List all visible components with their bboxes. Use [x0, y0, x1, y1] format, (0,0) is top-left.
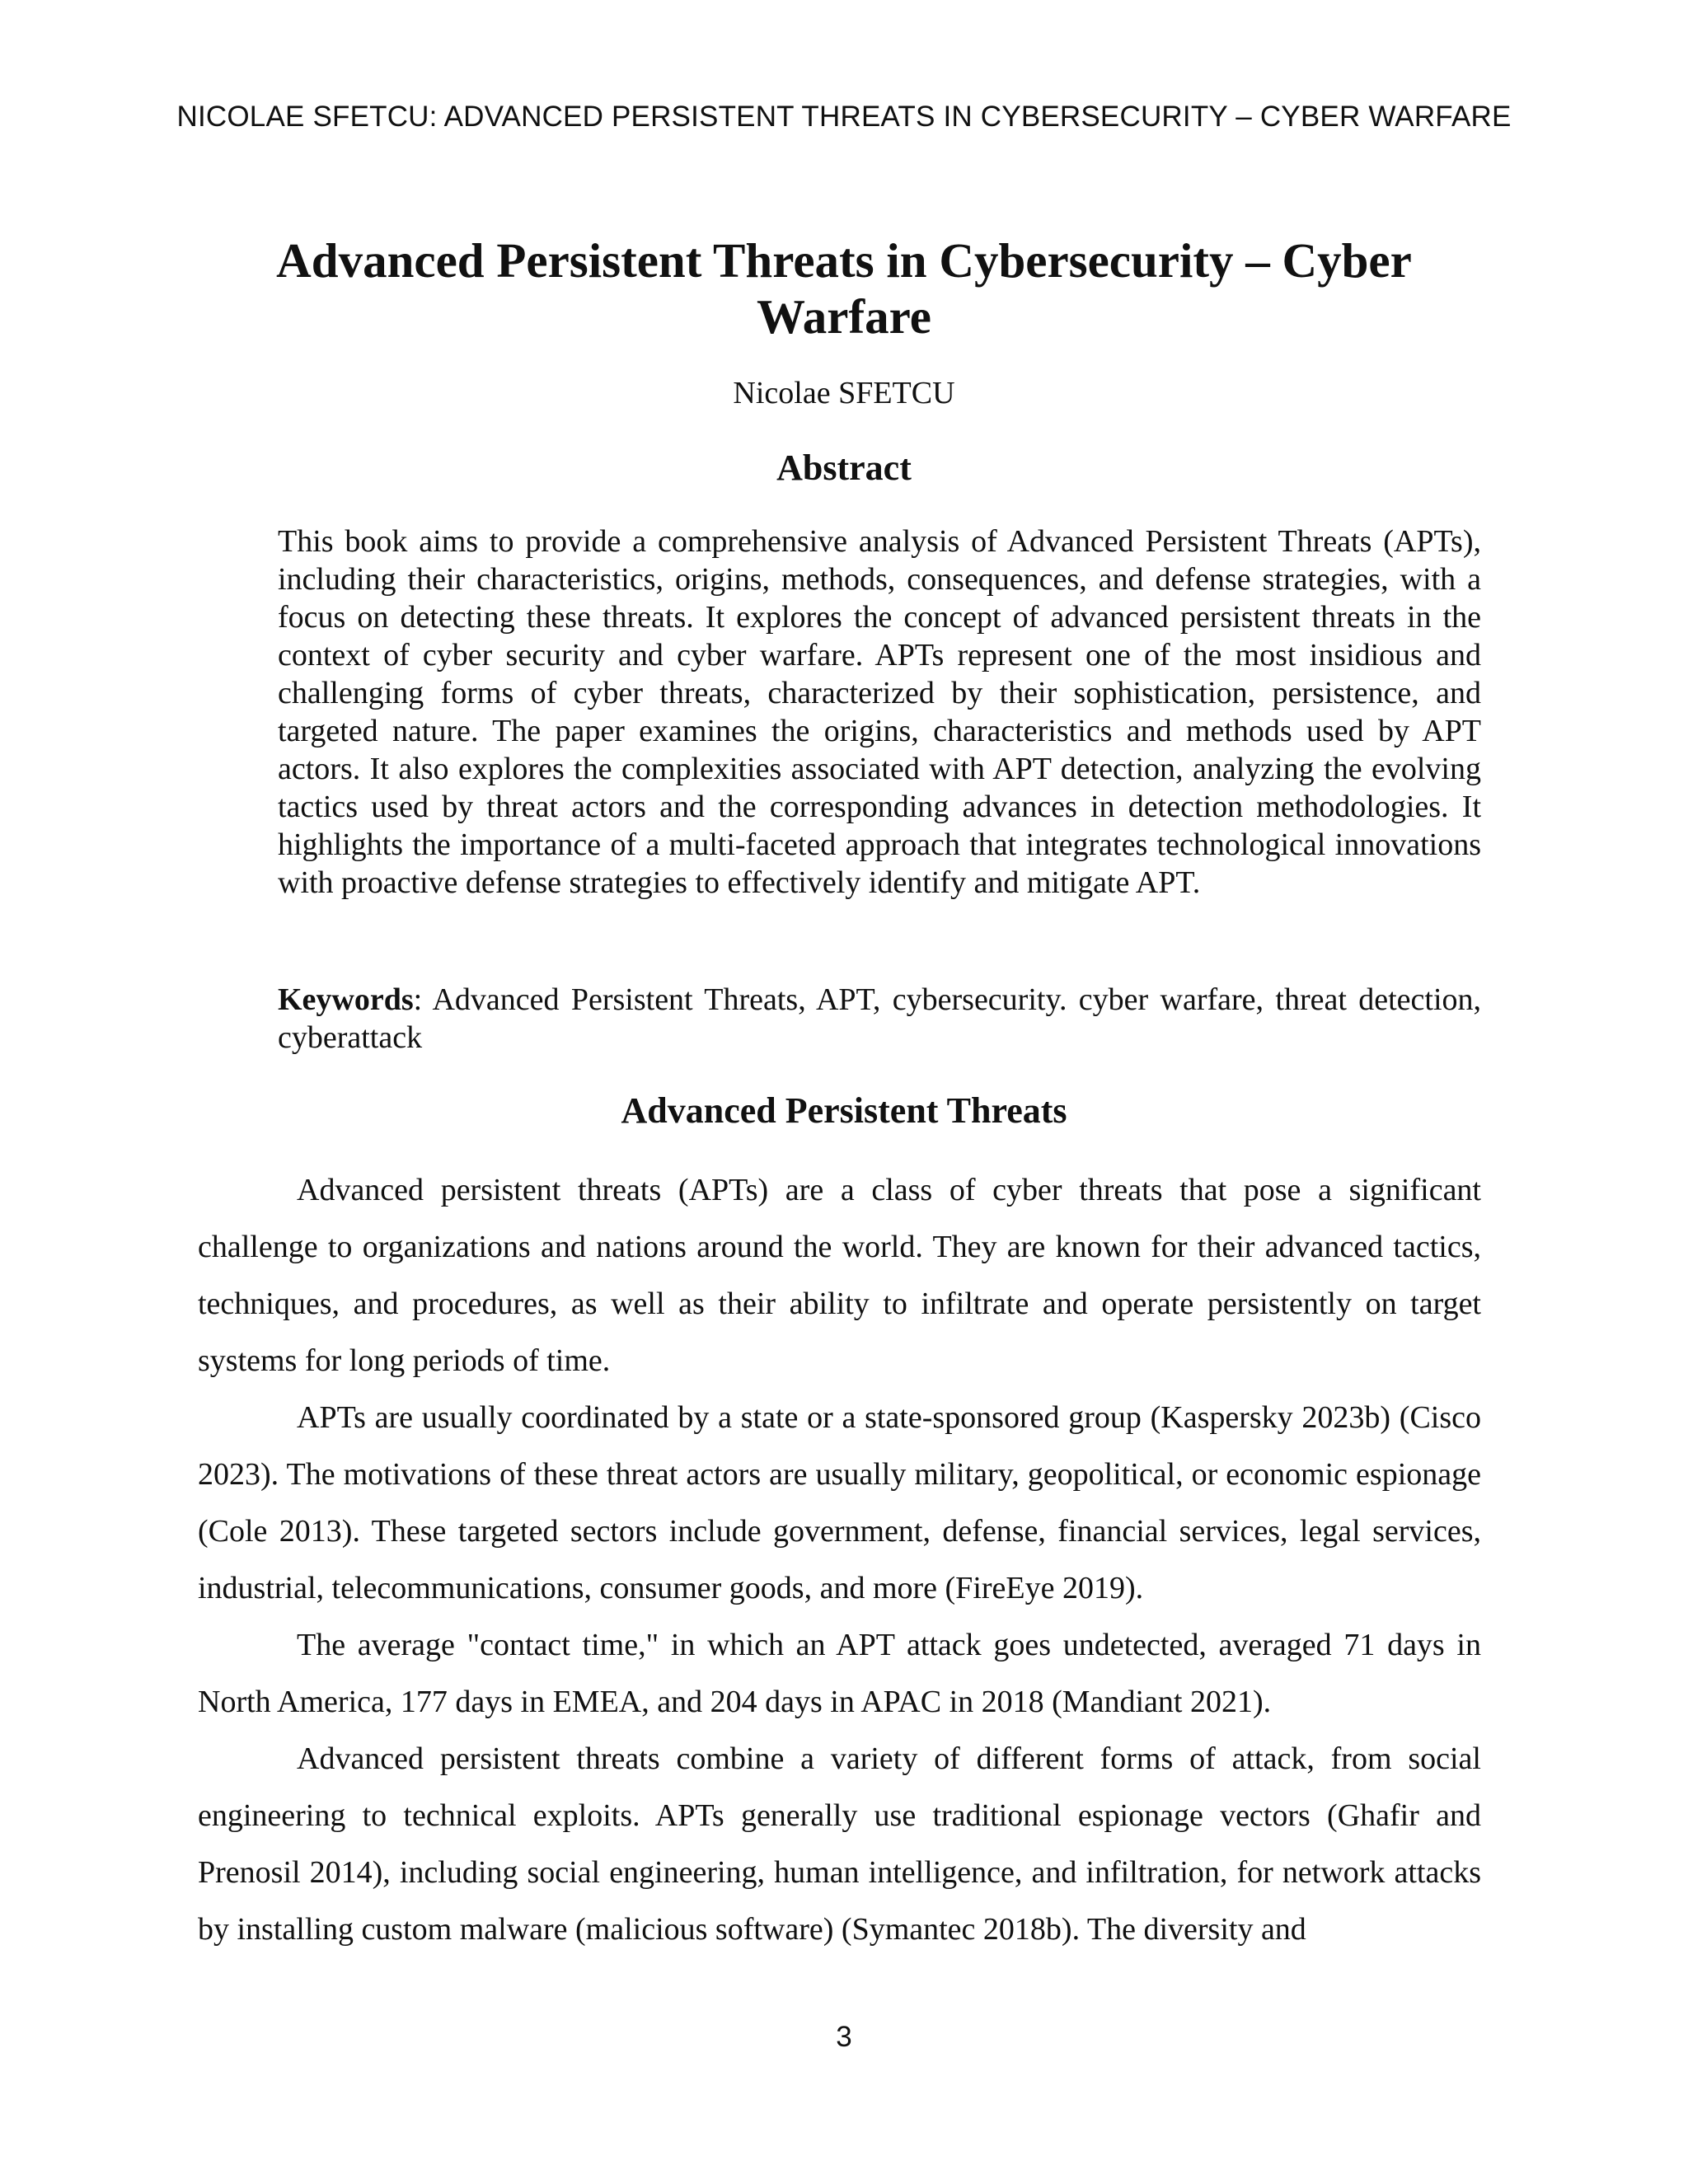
- abstract-heading: Abstract: [776, 448, 912, 488]
- section-heading: Advanced Persistent Threats: [621, 1090, 1067, 1131]
- author-name: Nicolae SFETCU: [733, 376, 955, 410]
- page-number: 3: [836, 2021, 852, 2053]
- keywords-separator: :: [413, 982, 423, 1017]
- body-paragraph: APTs are usually coordinated by a state or a state-sponsored group (Kaspersky 2023b) (Cisco 2023). The motivations of these threat actors are usually military, geopolitical, or economic espionage (Cole 2013). These targeted sectors include government, defense, financial services, legal services, industrial, telecommunications, consumer goods, and more (FireEye 2019).: [198, 1400, 1481, 1605]
- keywords-text: Advanced Persistent Threats, APT, cybersecurity. cyber warfare, threat detection, cyberattack: [278, 982, 1481, 1055]
- body-paragraph: Advanced persistent threats combine a variety of different forms of attack, from social engineering to technical exploits. APTs generally use traditional espionage vectors (Ghafir and Prenosil 2014), including social engineering, human intelligence, and infiltration, for network attacks by installing custom malware (malicious software) (Symantec 2018b). The diversity and: [198, 1741, 1481, 1947]
- running-header: NICOLAE SFETCU: ADVANCED PERSISTENT THREATS IN CYBERSECURITY – CYBER WARFARE: [176, 101, 1512, 133]
- keywords-line: [278, 981, 1481, 1057]
- body-paragraph: Advanced persistent threats (APTs) are a class of cyber threats that pose a significant challenge to organizations and nations around the world. They are known for their advanced tactics, techniques, and procedures, as well as their ability to infiltrate and operate persistently on target systems for long periods of time.: [198, 1173, 1481, 1378]
- abstract-text: This book aims to provide a comprehensive analysis of Advanced Persistent Threats (APTs), including their characteristics, origins, methods, consequences, and defense strategies, with a focus on detecting these threats. It explores the concept of advanced persistent threats in the context of cyber security and cyber warfare. APTs represent one of the most insidious and challenging forms of cyber threats, characterized by their sophistication, persistence, and targeted nature. The paper examines the origins, characteristics and methods used by APT actors. It also explores the complexities associated with APT detection, analyzing the evolving tactics used by threat actors and the corresponding advances in detection methodologies. It highlights the importance of a multi-faceted approach that integrates technological innovations with proactive defense strategies to effectively identify and mitigate APT.: [278, 524, 1481, 900]
- body-paragraph: The average "contact time," in which an APT attack goes undetected, averaged 71 days in North America, 177 days in EMEA, and 204 days in APAC in 2018 (Mandiant 2021).: [198, 1628, 1481, 1719]
- document-title: Advanced Persistent Threats in Cybersecurity – Cyber Warfare: [276, 233, 1412, 344]
- keywords-label: Keywords: [278, 982, 414, 1017]
- body-text: [198, 1162, 1481, 1958]
